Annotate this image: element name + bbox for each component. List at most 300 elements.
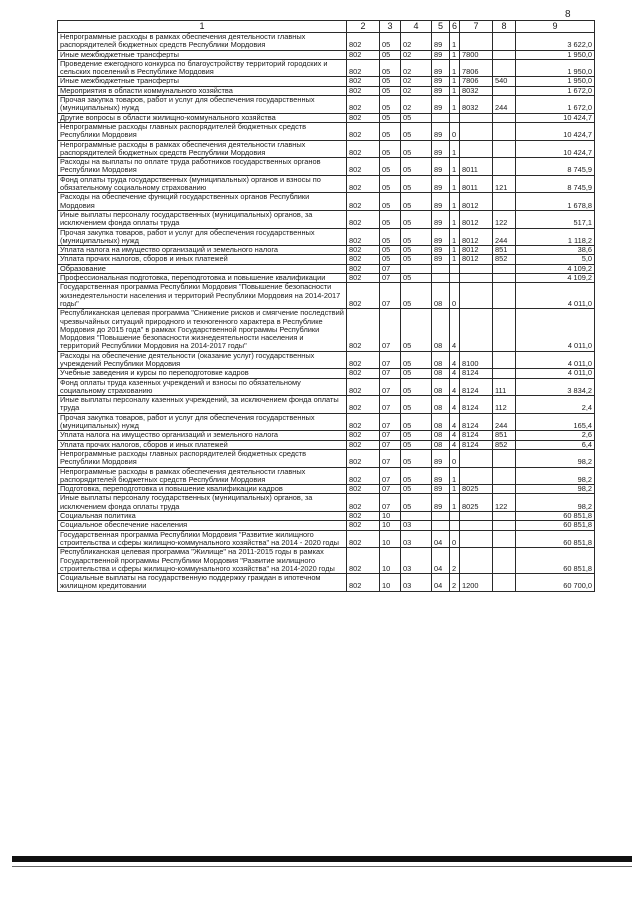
code-ministry: 802 — [347, 309, 380, 351]
code-subprogram: 4 — [450, 369, 460, 378]
row-amount: 60 851,8 — [516, 512, 595, 521]
code-section: 05 — [380, 175, 401, 193]
code-program: 89 — [432, 175, 450, 193]
row-description: Образование — [58, 264, 347, 273]
code-subprogram: 1 — [450, 33, 460, 51]
code-program: 89 — [432, 50, 450, 59]
code-ministry: 802 — [347, 274, 380, 283]
code-section: 05 — [380, 33, 401, 51]
code-expense-type: 244 — [493, 96, 516, 114]
code-program: 04 — [432, 548, 450, 574]
row-description: Уплата налога на имущество организаций и земельного налога — [58, 431, 347, 440]
row-amount: 1 678,8 — [516, 193, 595, 211]
row-amount: 4 011,0 — [516, 369, 595, 378]
table-row — [58, 193, 595, 211]
table-row — [58, 210, 595, 228]
row-amount: 10 424,7 — [516, 113, 595, 122]
row-amount: 98,2 — [516, 467, 595, 485]
code-ministry: 802 — [347, 574, 380, 592]
row-description: Мероприятия в области коммунального хозяйства — [58, 86, 347, 95]
code-expense-type — [493, 33, 516, 51]
row-description: Иные межбюджетные трансферты — [58, 50, 347, 59]
code-expense-type — [493, 140, 516, 158]
table-row — [58, 264, 595, 273]
code-expense-type — [493, 122, 516, 140]
code-expense-type: 852 — [493, 255, 516, 264]
code-ministry: 802 — [347, 283, 380, 309]
row-description: Социальная политика — [58, 512, 347, 521]
col-header-9: 9 — [516, 21, 595, 33]
code-section: 05 — [380, 140, 401, 158]
row-amount: 165,4 — [516, 413, 595, 431]
table-row — [58, 77, 595, 86]
code-section: 10 — [380, 530, 401, 548]
code-section: 05 — [380, 210, 401, 228]
code-item: 8124 — [460, 396, 493, 414]
code-subsection: 05 — [401, 158, 432, 176]
row-amount: 1 950,0 — [516, 50, 595, 59]
row-description: Иные выплаты персоналу государственных (муниципальных) органов, за исключением фонда оплаты труда — [58, 494, 347, 512]
row-amount: 6,4 — [516, 440, 595, 449]
code-subprogram: 4 — [450, 396, 460, 414]
code-program: 08 — [432, 309, 450, 351]
code-section: 07 — [380, 431, 401, 440]
code-ministry: 802 — [347, 548, 380, 574]
code-ministry: 802 — [347, 193, 380, 211]
code-program: 08 — [432, 413, 450, 431]
code-ministry: 802 — [347, 113, 380, 122]
code-ministry: 802 — [347, 140, 380, 158]
table-row — [58, 255, 595, 264]
code-subsection: 05 — [401, 449, 432, 467]
code-subsection: 05 — [401, 113, 432, 122]
code-expense-type — [493, 113, 516, 122]
row-description: Непрограммные расходы в рамках обеспечения деятельности главных распорядителей бюджетных средств Республики Мордовия — [58, 140, 347, 158]
table-row — [58, 351, 595, 369]
row-description: Республиканская целевая программа "Снижение рисков и смягчение последствий чрезвычайных ситуаций природного и техногенного характера в Республике Мордовия до 2015 года" в рамках Государственной программы Республики Мордовия "Повышение безопасности жизнедеятельности населения и территорий Республики Мордовия на 2014-2017 годы" — [58, 309, 347, 351]
code-section: 05 — [380, 158, 401, 176]
table-row — [58, 274, 595, 283]
row-description: Иные межбюджетные трансферты — [58, 77, 347, 86]
code-item — [460, 309, 493, 351]
code-expense-type — [493, 369, 516, 378]
code-section: 10 — [380, 548, 401, 574]
row-amount: 4 109,2 — [516, 264, 595, 273]
row-amount: 10 424,7 — [516, 140, 595, 158]
table-row — [58, 396, 595, 414]
row-amount: 4 011,0 — [516, 351, 595, 369]
code-ministry: 802 — [347, 494, 380, 512]
code-section: 05 — [380, 122, 401, 140]
code-subsection: 05 — [401, 274, 432, 283]
col-header-8: 8 — [493, 21, 516, 33]
code-program: 89 — [432, 485, 450, 494]
code-subsection: 05 — [401, 255, 432, 264]
code-section: 07 — [380, 485, 401, 494]
row-amount: 4 109,2 — [516, 274, 595, 283]
code-subsection: 05 — [401, 396, 432, 414]
row-description: Иные выплаты персоналу государственных (муниципальных) органов, за исключением фонда оплаты труда — [58, 210, 347, 228]
code-subsection: 02 — [401, 33, 432, 51]
code-program: 89 — [432, 255, 450, 264]
code-subsection: 05 — [401, 413, 432, 431]
row-description: Учебные заведения и курсы по переподготовке кадров — [58, 369, 347, 378]
row-description: Иные выплаты персоналу казенных учреждений, за исключением фонда оплаты труда — [58, 396, 347, 414]
code-ministry: 802 — [347, 351, 380, 369]
code-subprogram: 4 — [450, 431, 460, 440]
row-description: Расходы на обеспечение деятельности (оказание услуг) государственных учреждений Республики Мордовия — [58, 351, 347, 369]
code-ministry: 802 — [347, 440, 380, 449]
code-ministry: 802 — [347, 378, 380, 396]
table-row — [58, 228, 595, 246]
code-expense-type — [493, 59, 516, 77]
code-subprogram: 2 — [450, 574, 460, 592]
code-ministry: 802 — [347, 521, 380, 530]
row-amount: 60 700,0 — [516, 574, 595, 592]
code-section: 07 — [380, 351, 401, 369]
code-item — [460, 548, 493, 574]
code-subsection: 05 — [401, 140, 432, 158]
code-item — [460, 33, 493, 51]
code-expense-type — [493, 449, 516, 467]
code-section: 05 — [380, 228, 401, 246]
code-ministry: 802 — [347, 86, 380, 95]
code-subprogram: 1 — [450, 140, 460, 158]
col-header-2: 2 — [347, 21, 380, 33]
row-description: Непрограммные расходы главных распорядителей бюджетных средств Республики Мордовия — [58, 122, 347, 140]
row-description: Профессиональная подготовка, переподготовка и повышение квалификации — [58, 274, 347, 283]
code-program: 04 — [432, 574, 450, 592]
code-subprogram: 0 — [450, 530, 460, 548]
table-row — [58, 86, 595, 95]
code-subprogram — [450, 264, 460, 273]
code-program: 08 — [432, 351, 450, 369]
code-subsection: 05 — [401, 431, 432, 440]
code-item: 8011 — [460, 158, 493, 176]
table-row — [58, 440, 595, 449]
table-row — [58, 574, 595, 592]
code-subprogram: 4 — [450, 351, 460, 369]
table-row — [58, 378, 595, 396]
row-amount: 98,2 — [516, 449, 595, 467]
code-program: 89 — [432, 158, 450, 176]
code-section: 05 — [380, 59, 401, 77]
code-expense-type — [493, 574, 516, 592]
row-description: Непрограммные расходы главных распорядителей бюджетных средств Республики Мордовия — [58, 449, 347, 467]
code-subprogram: 1 — [450, 494, 460, 512]
code-section: 07 — [380, 283, 401, 309]
code-subprogram: 1 — [450, 50, 460, 59]
code-program: 08 — [432, 431, 450, 440]
row-amount: 517,1 — [516, 210, 595, 228]
code-subprogram: 2 — [450, 548, 460, 574]
code-section: 05 — [380, 255, 401, 264]
table-row — [58, 431, 595, 440]
code-program: 89 — [432, 140, 450, 158]
code-program — [432, 264, 450, 273]
code-item: 7806 — [460, 59, 493, 77]
code-subprogram: 1 — [450, 246, 460, 255]
row-amount: 10 424,7 — [516, 122, 595, 140]
code-subprogram — [450, 274, 460, 283]
row-amount: 4 011,0 — [516, 309, 595, 351]
code-expense-type — [493, 309, 516, 351]
code-section: 05 — [380, 96, 401, 114]
code-expense-type: 121 — [493, 175, 516, 193]
code-program: 89 — [432, 449, 450, 467]
code-expense-type: 540 — [493, 77, 516, 86]
code-subprogram: 1 — [450, 158, 460, 176]
row-amount: 1 672,0 — [516, 96, 595, 114]
code-program: 89 — [432, 210, 450, 228]
code-expense-type — [493, 351, 516, 369]
row-amount: 98,2 — [516, 485, 595, 494]
code-program: 89 — [432, 246, 450, 255]
row-description: Расходы на обеспечение функций государственных органов Республики Мордовия — [58, 193, 347, 211]
code-subprogram: 4 — [450, 413, 460, 431]
code-subprogram: 1 — [450, 59, 460, 77]
row-amount: 5,0 — [516, 255, 595, 264]
code-subprogram — [450, 521, 460, 530]
code-section: 07 — [380, 274, 401, 283]
code-section: 07 — [380, 309, 401, 351]
table-row — [58, 59, 595, 77]
row-description: Непрограммные расходы в рамках обеспечения деятельности главных распорядителей бюджетных средств Республики Мордовия — [58, 467, 347, 485]
code-program — [432, 113, 450, 122]
code-expense-type — [493, 548, 516, 574]
code-section: 05 — [380, 86, 401, 95]
code-subprogram — [450, 113, 460, 122]
code-subprogram: 4 — [450, 378, 460, 396]
table-row — [58, 113, 595, 122]
code-subsection: 05 — [401, 351, 432, 369]
page-number: 8 — [565, 9, 571, 20]
code-item: 8025 — [460, 494, 493, 512]
row-amount: 60 851,8 — [516, 530, 595, 548]
table-row — [58, 96, 595, 114]
row-description: Уплата прочих налогов, сборов и иных платежей — [58, 440, 347, 449]
code-item — [460, 140, 493, 158]
code-section: 10 — [380, 512, 401, 521]
code-expense-type: 112 — [493, 396, 516, 414]
code-subprogram: 1 — [450, 467, 460, 485]
code-ministry: 802 — [347, 50, 380, 59]
table-row — [58, 413, 595, 431]
code-section: 05 — [380, 113, 401, 122]
code-ministry: 802 — [347, 255, 380, 264]
code-ministry: 802 — [347, 512, 380, 521]
code-ministry: 802 — [347, 122, 380, 140]
table-row — [58, 449, 595, 467]
code-program: 89 — [432, 59, 450, 77]
code-subsection: 03 — [401, 548, 432, 574]
code-item — [460, 283, 493, 309]
code-subsection: 05 — [401, 467, 432, 485]
row-amount: 8 745,9 — [516, 175, 595, 193]
code-subsection: 05 — [401, 210, 432, 228]
code-program: 89 — [432, 193, 450, 211]
code-section: 07 — [380, 440, 401, 449]
code-expense-type — [493, 521, 516, 530]
code-item: 8012 — [460, 228, 493, 246]
code-item: 8011 — [460, 175, 493, 193]
row-amount: 1 118,2 — [516, 228, 595, 246]
code-program — [432, 274, 450, 283]
row-description: Государственная программа Республики Мордовия "Развитие жилищного строительства и сферы жилищно-коммунального хозяйства" на 2014 - 2020 годы — [58, 530, 347, 548]
code-program: 08 — [432, 440, 450, 449]
table-row — [58, 175, 595, 193]
code-subprogram: 0 — [450, 283, 460, 309]
code-program: 04 — [432, 530, 450, 548]
code-program: 89 — [432, 77, 450, 86]
code-subprogram: 0 — [450, 122, 460, 140]
code-ministry: 802 — [347, 467, 380, 485]
row-description: Республиканская целевая программа "Жилище" на 2011-2015 годы в рамках Государственной программы Республики Мордовия "Развитие жилищного строительства и сферы жилищно-коммунального хозяйства" на 2014-2020 годы — [58, 548, 347, 574]
code-subsection: 02 — [401, 59, 432, 77]
row-amount: 1 672,0 — [516, 86, 595, 95]
code-subsection: 05 — [401, 122, 432, 140]
code-expense-type — [493, 193, 516, 211]
code-program — [432, 521, 450, 530]
code-item: 8124 — [460, 440, 493, 449]
row-description: Другие вопросы в области жилищно-коммунального хозяйства — [58, 113, 347, 122]
code-item — [460, 512, 493, 521]
code-expense-type — [493, 158, 516, 176]
code-item: 8100 — [460, 351, 493, 369]
table-row — [58, 485, 595, 494]
code-subsection — [401, 264, 432, 273]
code-subprogram: 0 — [450, 449, 460, 467]
code-ministry: 802 — [347, 228, 380, 246]
code-section: 07 — [380, 369, 401, 378]
code-expense-type — [493, 530, 516, 548]
code-subsection: 05 — [401, 494, 432, 512]
code-subprogram: 1 — [450, 175, 460, 193]
code-ministry: 802 — [347, 33, 380, 51]
code-expense-type — [493, 467, 516, 485]
code-section: 05 — [380, 246, 401, 255]
code-program: 89 — [432, 86, 450, 95]
code-section: 07 — [380, 396, 401, 414]
code-ministry: 802 — [347, 485, 380, 494]
code-program: 89 — [432, 494, 450, 512]
code-ministry: 802 — [347, 449, 380, 467]
code-subsection: 05 — [401, 369, 432, 378]
code-subprogram: 4 — [450, 440, 460, 449]
code-program: 89 — [432, 228, 450, 246]
budget-table — [57, 20, 595, 592]
row-description: Прочая закупка товаров, работ и услуг для обеспечения государственных (муниципальных) нужд — [58, 413, 347, 431]
code-item — [460, 521, 493, 530]
code-item — [460, 122, 493, 140]
code-program — [432, 512, 450, 521]
table-row — [58, 140, 595, 158]
code-expense-type: 851 — [493, 431, 516, 440]
bottom-thin-rule — [12, 866, 632, 867]
code-program: 89 — [432, 96, 450, 114]
code-expense-type: 244 — [493, 413, 516, 431]
col-header-6: 6 — [450, 21, 460, 33]
row-amount: 38,6 — [516, 246, 595, 255]
table-row — [58, 369, 595, 378]
row-description: Непрограммные расходы в рамках обеспечения деятельности главных распорядителей бюджетных средств Республики Мордовия — [58, 33, 347, 51]
code-subsection: 05 — [401, 309, 432, 351]
code-subsection: 03 — [401, 521, 432, 530]
code-subsection: 05 — [401, 440, 432, 449]
code-subprogram: 1 — [450, 77, 460, 86]
row-description: Фонд оплаты труда казенных учреждений и взносы по обязательному социальному страхованию — [58, 378, 347, 396]
row-description: Государственная программа Республики Мордовия "Повышение безопасности жизнедеятельности населения и территорий Республики Мордовия на 2014-2017 годы" — [58, 283, 347, 309]
code-subprogram: 1 — [450, 210, 460, 228]
code-subsection: 05 — [401, 485, 432, 494]
code-item: 7806 — [460, 77, 493, 86]
row-amount: 60 851,8 — [516, 548, 595, 574]
code-ministry: 802 — [347, 96, 380, 114]
row-description: Подготовка, переподготовка и повышение квалификации кадров — [58, 485, 347, 494]
table-row — [58, 548, 595, 574]
code-ministry: 802 — [347, 264, 380, 273]
code-subsection: 05 — [401, 175, 432, 193]
table-row — [58, 283, 595, 309]
code-subsection: 05 — [401, 228, 432, 246]
code-subsection: 03 — [401, 574, 432, 592]
table-row — [58, 521, 595, 530]
code-subprogram: 1 — [450, 193, 460, 211]
row-amount: 3 622,0 — [516, 33, 595, 51]
code-expense-type: 244 — [493, 228, 516, 246]
code-subprogram: 1 — [450, 485, 460, 494]
code-ministry: 802 — [347, 413, 380, 431]
table-row — [58, 467, 595, 485]
code-expense-type — [493, 264, 516, 273]
col-header-4: 4 — [401, 21, 432, 33]
table-row — [58, 122, 595, 140]
code-ministry: 802 — [347, 530, 380, 548]
code-item: 8025 — [460, 485, 493, 494]
code-subsection: 02 — [401, 96, 432, 114]
code-ministry: 802 — [347, 246, 380, 255]
code-expense-type: 851 — [493, 246, 516, 255]
code-item: 7800 — [460, 50, 493, 59]
code-expense-type: 122 — [493, 210, 516, 228]
row-amount: 60 851,8 — [516, 521, 595, 530]
code-subsection: 05 — [401, 246, 432, 255]
code-section: 07 — [380, 264, 401, 273]
col-header-7: 7 — [460, 21, 493, 33]
code-expense-type: 111 — [493, 378, 516, 396]
code-section: 05 — [380, 193, 401, 211]
code-subsection: 03 — [401, 530, 432, 548]
code-item: 8012 — [460, 255, 493, 264]
code-item: 8124 — [460, 431, 493, 440]
table-row — [58, 33, 595, 51]
code-item: 8032 — [460, 86, 493, 95]
code-item — [460, 264, 493, 273]
row-amount: 3 834,2 — [516, 378, 595, 396]
code-subsection — [401, 512, 432, 521]
code-expense-type: 122 — [493, 494, 516, 512]
code-item: 8124 — [460, 369, 493, 378]
code-item: 8012 — [460, 246, 493, 255]
row-description: Прочая закупка товаров, работ и услуг для обеспечения государственных (муниципальных) нужд — [58, 228, 347, 246]
code-item: 8124 — [460, 413, 493, 431]
code-expense-type — [493, 86, 516, 95]
row-description: Проведение ежегодного конкурса по благоустройству территорий городских и сельских поселений в Республике Мордовия — [58, 59, 347, 77]
code-ministry: 802 — [347, 175, 380, 193]
code-section: 05 — [380, 77, 401, 86]
code-expense-type: 852 — [493, 440, 516, 449]
row-description: Прочая закупка товаров, работ и услуг для обеспечения государственных (муниципальных) нужд — [58, 96, 347, 114]
